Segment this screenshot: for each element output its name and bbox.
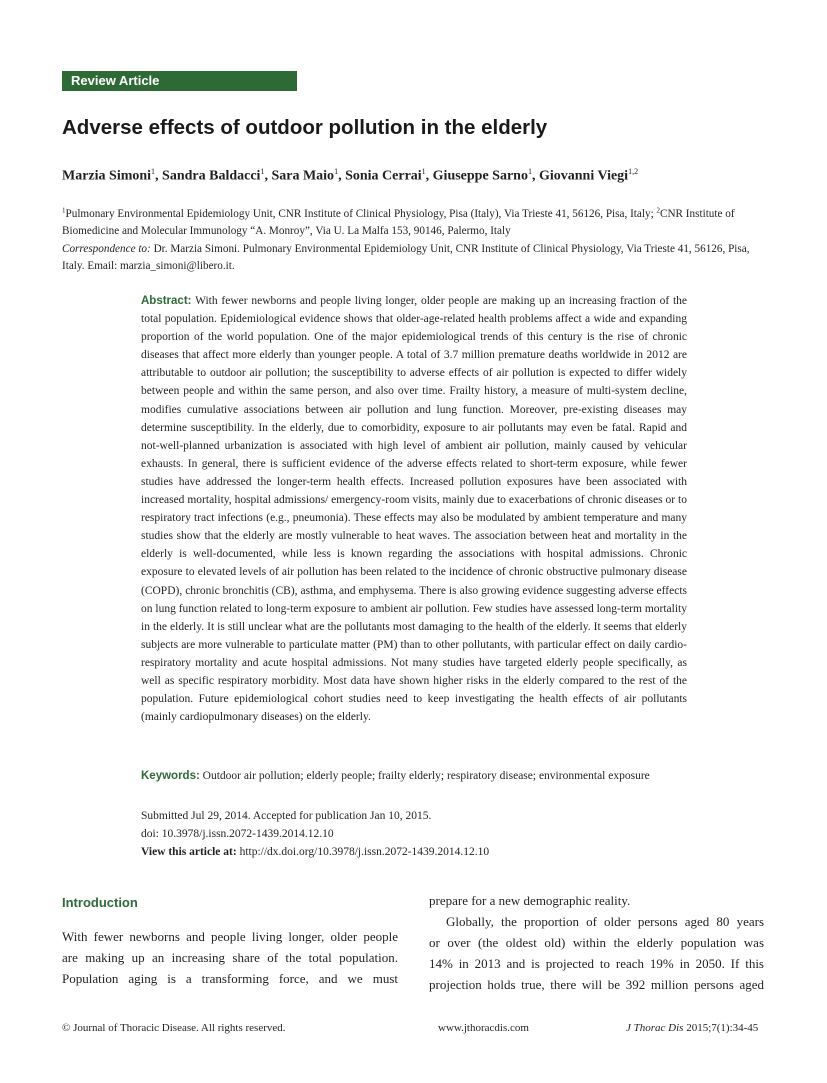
abstract-text: With fewer newborns and people living longer, older people are making up an increasing fraction of the total population. Epidemiological evidence shows that older-age-related health problems affect a wide and expanding proportion of the world population. One of the major epidemiological trends of this century is the rise of chronic diseases that affect more elderly than younger people. A total of 3.7 million premature deaths worldwide in 2012 are attributable to outdoor air pollution; the susceptibility to adverse effects of air pollution is expected to differ widely between people and within the same person, and also over time. Frailty history, a measure of multi-system decline, modifies cumulative associations between air pollution and lung function. Moreover, pre-existing diseases may determine susceptibility. In the elderly, due to comorbidity, exposure to air pollutants may even be fatal. Rapid and not-well-planned urbanization is associated with high level of ambient air pollution, mainly caused by vehicular exhausts. In general, there is sufficient evidence of the adverse effects related to short-term exposure, while fewer studies have addressed the longer-term health effects. Increased pollution exposures have been associated with increased mortality, hospital admissions/ emergency-room visits, mainly due to exacerbations of chronic diseases or to respiratory tract infections (e.g., pneumonia). These effects may also be modulated by ambient temperature and many studies show that the elderly are mostly vulnerable to heat waves. The association between heat and mortality in the elderly is well-documented, while less is known regarding the associations with hospital admissions. Chronic exposure to elevated levels of air pollution has been related to the incidence of chronic obstructive pulmonary disease (COPD), chronic bronchitis (CB), asthma, and emphysema. There is also growing evidence suggesting adverse effects on lung function related to long-term exposure to ambient air pollution. Few studies have assessed long-term mortality in the elderly. It is still unclear what are the pollutants most damaging to the health of the elderly. It seems that elderly subjects are more vulnerable to particulate matter (PM) than to other pollutants, with particular effect on daily cardio-respiratory mortality and acute hospital admissions. Not many studies have targeted elderly people specifically, as well as specific respiratory morbidity. Most data have shown higher risks in the elderly compared to the rest of the population. Future epidemiological cohort studies need to keep investigating the health effects of air pollutants (mainly cardiopulmonary diseases) on the elderly.	[141, 295, 687, 724]
body-line: are making up an increasing share of the total population.	[62, 950, 398, 965]
affiliation-1: $^1$Pulmonary Environmental Epidemiology Unit, CNR Institute of Clinical Physiology, Pisa (Italy), Via Trieste 41, 56126, Pisa, Italy;	[62, 206, 657, 220]
body-line: projection holds true, there will be 392 million persons aged	[429, 977, 764, 992]
affiliations	[62, 202, 767, 276]
author-separator: ,	[264, 168, 272, 184]
author-separator: ,	[425, 168, 433, 184]
body-column-right	[429, 890, 764, 995]
body-line: With fewer newborns and people living longer, older people	[62, 929, 398, 944]
keywords-label: Keywords:	[141, 770, 200, 782]
author-affiliation-mark: 1	[260, 167, 265, 176]
author-separator: ,	[155, 168, 163, 184]
view-article-line: View this article at: http://dx.doi.org/10.3978/j.issn.2072-1439.2014.12.10	[141, 846, 490, 858]
author-list	[62, 167, 782, 185]
footer-citation: J Thorac Dis 2015;7(1):34-45	[626, 1022, 759, 1034]
section-heading-introduction: Introduction	[62, 895, 138, 910]
article-title: Adverse effects of outdoor pollution in the elderly	[62, 116, 548, 139]
footer-copyright: © Journal of Thoracic Disease. All rights reserved.	[62, 1022, 286, 1034]
author-affiliation-mark: 1	[334, 167, 339, 176]
submission-dates: Submitted Jul 29, 2014. Accepted for publication Jan 10, 2015.	[141, 810, 432, 822]
body-line: prepare for a new demographic reality.	[429, 893, 631, 908]
abstract-label: Abstract:	[141, 295, 192, 307]
footer-website[interactable]: www.jthoracdis.com	[438, 1022, 529, 1034]
author-affiliation-mark: 1	[421, 167, 426, 176]
author-name: Marzia Simoni	[62, 168, 152, 184]
body-line: 14% in 2013 and is projected to reach 19% in 2050. If this	[429, 956, 764, 971]
author-separator: ,	[338, 168, 346, 184]
author-separator: ,	[531, 168, 539, 184]
body-line: Population aging is a transforming force, and we must	[62, 971, 398, 986]
keywords	[141, 770, 701, 782]
correspondence: Correspondence to: Dr. Marzia Simoni. Pulmonary Environmental Epidemiology Unit, CNR Institute of Clinical Physiology, Via Trieste 41, 56126, Pisa, Italy. Email: marzia_simoni@libero.it.	[62, 242, 750, 273]
author-name: Sonia Cerrai	[345, 168, 422, 184]
affiliation-2: $^2$CNR Institute of Biomedicine and Molecular Immunology “A. Monroy”, Via U. La Malfa 153, 90146, Palermo, Italy	[62, 206, 735, 238]
body-column-left	[62, 926, 398, 989]
author-affiliation-mark: 1,2	[628, 167, 639, 176]
author-affiliation-mark: 1	[151, 167, 156, 176]
article-link[interactable]: http://dx.doi.org/10.3978/j.issn.2072-1439.2014.12.10	[236, 846, 490, 858]
keywords-text: Outdoor air pollution; elderly people; frailty elderly; respiratory disease; environmental exposure	[199, 770, 650, 782]
abstract	[141, 292, 687, 726]
author-name: Sandra Baldacci	[162, 168, 261, 184]
article-type-banner: Review Article	[62, 71, 297, 91]
author-name: Giovanni Viegi	[538, 168, 629, 184]
author-affiliation-mark: 1	[527, 167, 532, 176]
body-line: or over (the oldest old) within the elderly population was	[429, 935, 764, 950]
author-name: Sara Maio	[271, 168, 335, 184]
article-meta	[141, 807, 701, 861]
doi: doi: 10.3978/j.issn.2072-1439.2014.12.10	[141, 828, 334, 840]
author-name: Giuseppe Sarno	[432, 168, 528, 184]
body-line: Globally, the proportion of older persons aged 80 years	[446, 914, 764, 929]
